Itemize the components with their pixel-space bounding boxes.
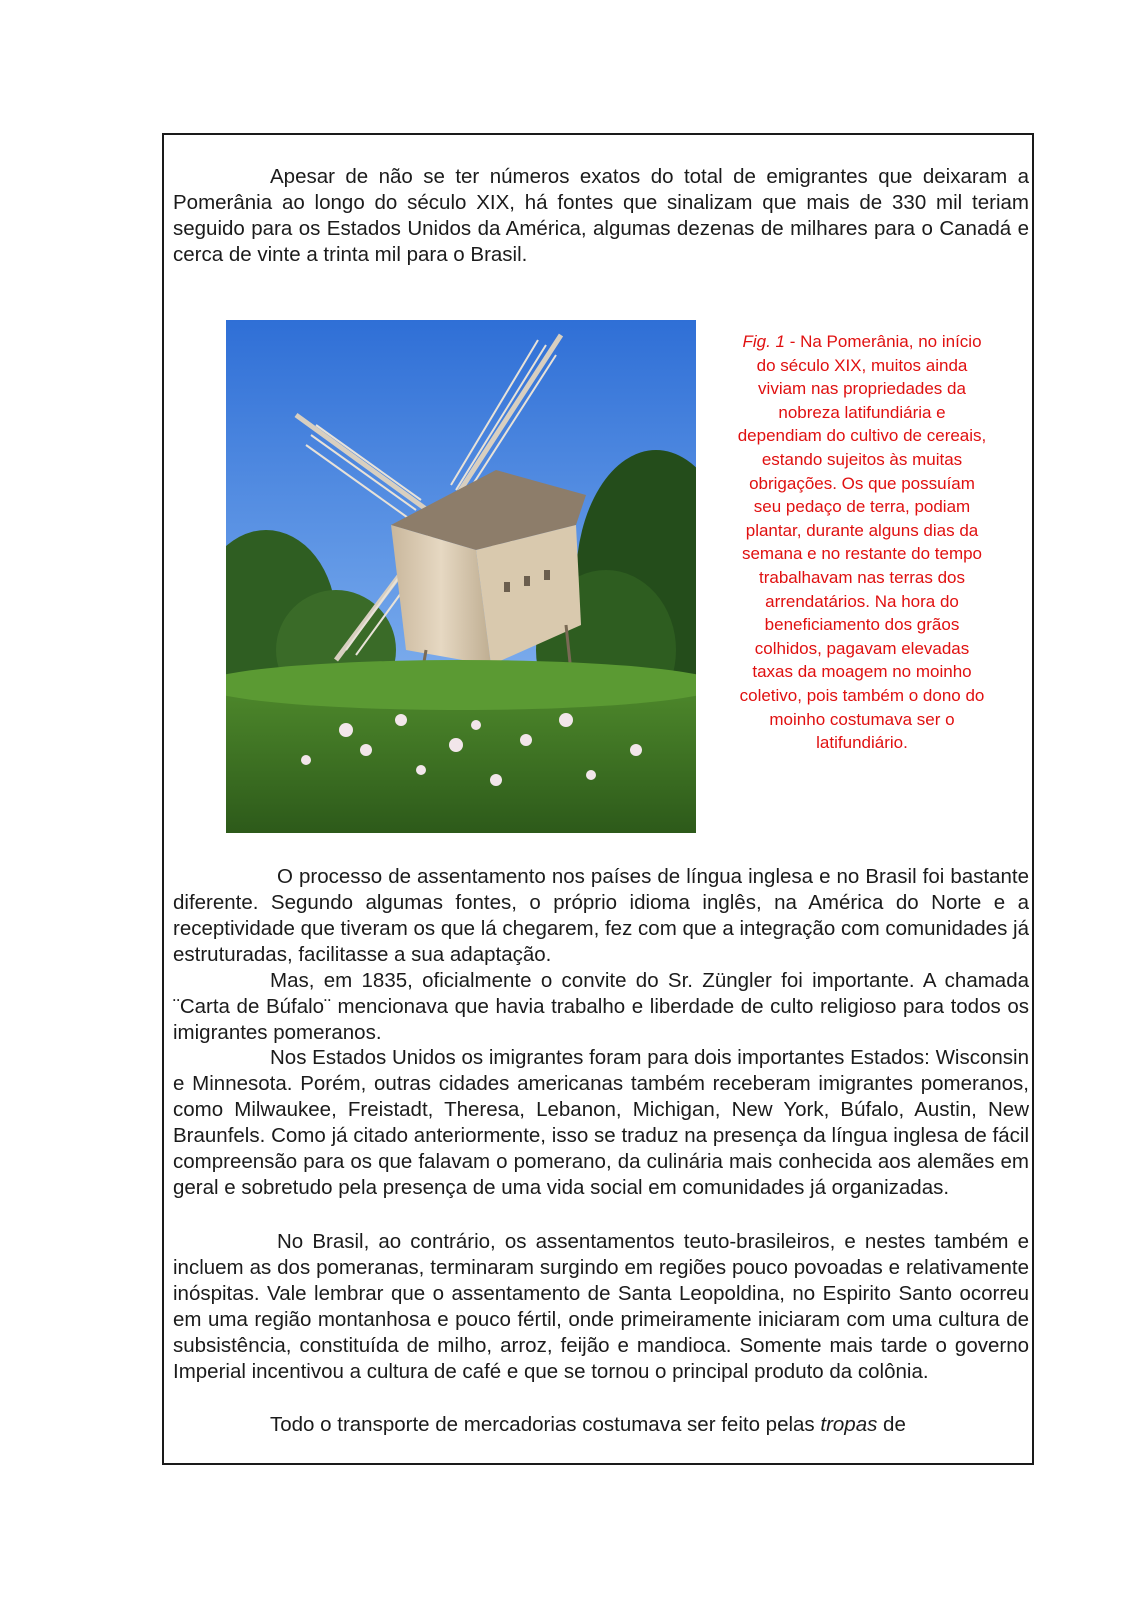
paragraph-transport-start: Todo o transporte de mercadorias costumava ser feito pelas — [270, 1413, 821, 1436]
paragraph-settlement-process: O processo de assentamento nos países de língua inglesa e no Brasil foi bastante diferente. Segundo algumas fontes, o próprio idioma inglês, na América do Norte e a receptividade que tiveram os que lá chegarem, fez com que a integração com comunidades já estruturadas, facilitasse a sua adaptação. — [173, 865, 1029, 966]
figure-label: Fig. 1 — [742, 332, 785, 351]
paragraph-united-states: Nos Estados Unidos os imigrantes foram para dois importantes Estados: Wisconsin e Minnesota. Porém, outras cidades americanas também receberam imigrantes pomeranos, como Milwaukee, Freistadt, Theresa, Lebanon, Michigan, New York, Búfalo, Austin, New Braunfels. Como já citado anteriormente, isso se traduz na presença da língua inglesa de fácil compreensão para os que falavam o pomerano, da culinária mais conhecida aos alemães em geral e sobretudo pela presença de uma vida social em comunidades já organizadas. — [173, 1046, 1029, 1199]
paragraph-transport — [173, 1412, 1029, 1438]
paragraph-buffalo-letter: Mas, em 1835, oficialmente o convite do Sr. Züngler foi importante. A chamada ¨Carta de Búfalo¨ mencionava que havia trabalho e liberdade de culto religioso para todos os imigrantes pomeranos. — [173, 969, 1029, 1044]
paragraph-brazil: No Brasil, ao contrário, os assentamentos teuto-brasileiros, e nestes também e incluem as dos pomeranas, terminaram surgindo em regiões pouco povoadas e relativamente inóspitas. Vale lembrar que o assentamento de Santa Leopoldina, no Espirito Santo ocorreu em uma região montanhosa e pouco fértil, onde primeiramente iniciaram com uma cultura de subsistência, constituída de milho, arroz, feijão e mandioca. Somente mais tarde o governo Imperial incentivou a cultura de café e que se tornou o principal produto da colônia. — [173, 1230, 1029, 1383]
paragraph-transport-end: de — [877, 1413, 906, 1436]
paragraph-emigration-numbers: Apesar de não se ter números exatos do total de emigrantes que deixaram a Pomerânia ao longo do século XIX, há fontes que sinalizam que mais de 330 mil teriam seguido para os Estados Unidos da América, algumas dezenas de milhares para o Canadá e cerca de vinte a trinta mil para o Brasil. — [173, 165, 1029, 266]
figure-caption — [734, 330, 990, 755]
paragraph-transport-italic: tropas — [820, 1413, 878, 1436]
windmill-photo — [226, 320, 696, 833]
figure-separator: - — [784, 332, 801, 351]
figure-caption-text: Na Pomerânia, no início do século XIX, muitos ainda viviam nas propriedades da nobreza latifundiária e dependiam do cultivo de cereais, estando sujeitos às muitas obrigações. Os que possuíam seu pedaço de terra, podiam plantar, durante alguns dias da semana e no restante do tempo trabalhavam nas terras dos arrendatários. Na hora do beneficiamento dos grãos colhidos, pagavam elevadas taxas da moagem no moinho coletivo, pois também o dono do moinho costumava ser o latifundiário. — [737, 332, 987, 753]
